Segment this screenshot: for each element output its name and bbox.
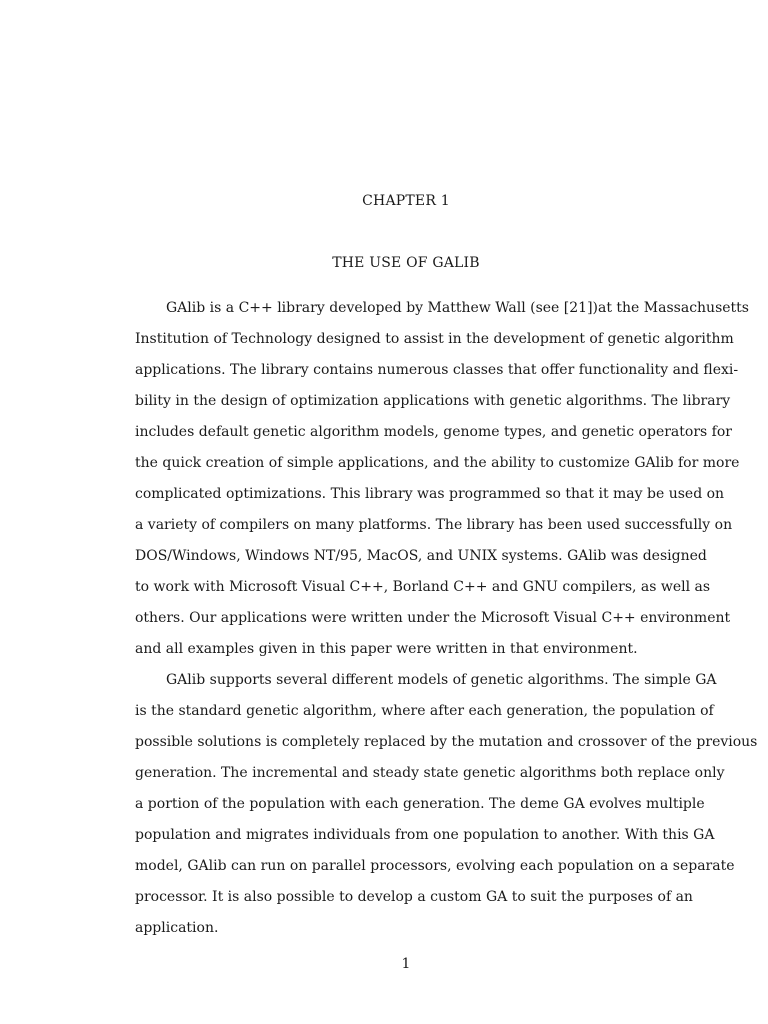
text-line: the quick creation of simple applications, and the ability to customize GAlib for more	[135, 455, 740, 471]
chapter-title: THE USE OF GALIB	[332, 255, 480, 271]
chapter-label: CHAPTER 1	[362, 193, 450, 209]
text-line: a variety of compilers on many platforms. The library has been used successfully on	[135, 517, 733, 533]
text-line: includes default genetic algorithm models, genome types, and genetic operators for	[135, 424, 732, 440]
text-line: bility in the design of optimization applications with genetic algorithms. The library	[135, 393, 731, 409]
text-line: population and migrates individuals from one population to another. With this GA	[135, 827, 715, 843]
text-line: possible solutions is completely replaced by the mutation and crossover of the previous	[135, 734, 758, 750]
text-line: GAlib supports several different models of genetic algorithms. The simple GA	[166, 672, 717, 688]
page-number: 1	[401, 956, 411, 972]
text-line: application.	[135, 920, 219, 936]
text-line: a portion of the population with each generation. The deme GA evolves multiple	[135, 796, 705, 812]
paragraph-1	[135, 293, 749, 665]
text-line: is the standard genetic algorithm, where after each generation, the population of	[135, 703, 714, 719]
text-line: applications. The library contains numerous classes that offer functionality and flexi-	[135, 362, 739, 378]
text-line: model, GAlib can run on parallel processors, evolving each population on a separate	[135, 858, 735, 874]
text-line: generation. The incremental and steady state genetic algorithms both replace only	[135, 765, 725, 781]
text-line: Institution of Technology designed to assist in the development of genetic algorithm	[135, 331, 734, 347]
text-line: others. Our applications were written under the Microsoft Visual C++ environment	[135, 610, 731, 626]
text-line: and all examples given in this paper were written in that environment.	[135, 641, 638, 657]
text-line: complicated optimizations. This library was programmed so that it may be used on	[135, 486, 725, 502]
text-line: GAlib is a C++ library developed by Matthew Wall (see [21])at the Massachusetts	[166, 300, 749, 316]
text-line: to work with Microsoft Visual C++, Borland C++ and GNU compilers, as well as	[135, 579, 711, 595]
text-line: DOS/Windows, Windows NT/95, MacOS, and UNIX systems. GAlib was designed	[135, 548, 707, 564]
paragraph-2	[135, 665, 758, 944]
text-line: processor. It is also possible to develop a custom GA to suit the purposes of an	[135, 889, 693, 905]
body-text	[135, 293, 758, 944]
